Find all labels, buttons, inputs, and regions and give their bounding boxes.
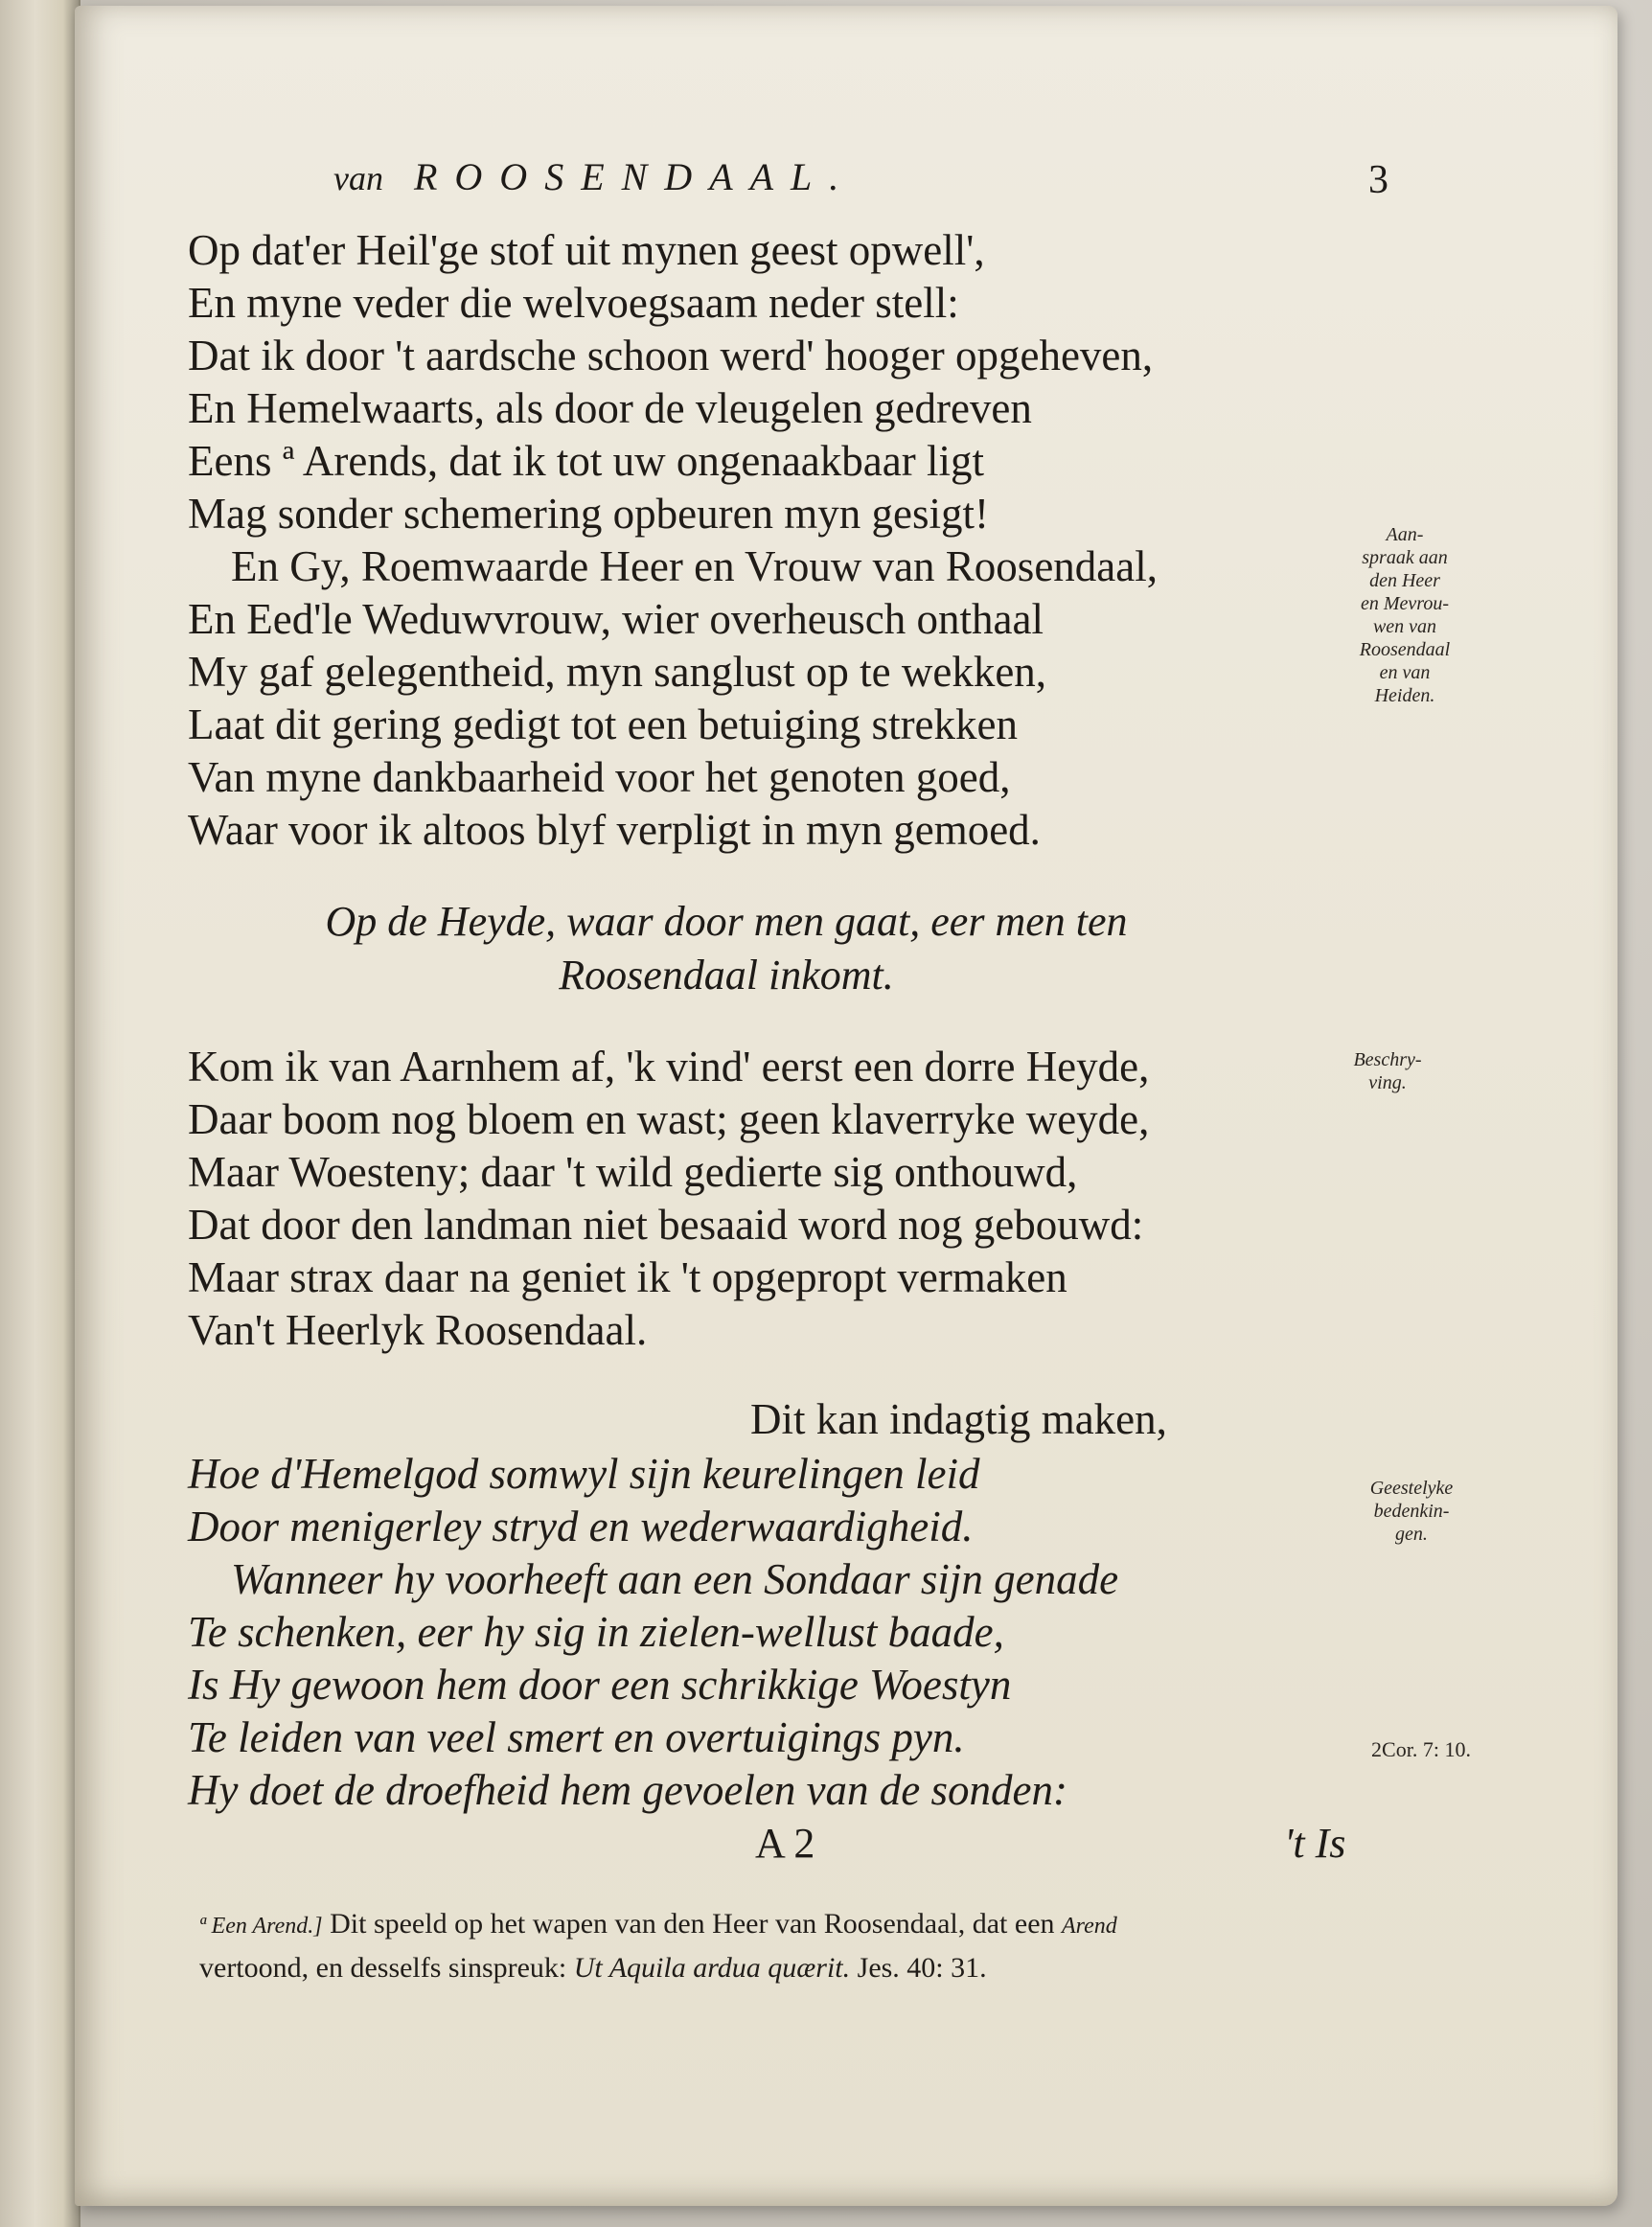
verse-line: Wanneer hy voorheeft aan een Sondaar sijn genade [231, 1555, 1119, 1603]
verse-line: Op dat'er Heil'ge stof uit mynen geest opwell', [188, 226, 985, 274]
verse-line: Laat dit gering gedigt tot een betuiging strekken [188, 700, 1019, 748]
margin-note-line: Roosendaal [1359, 639, 1451, 660]
verse-line: En myne veder die welvoegsaam neder stell: [188, 279, 959, 327]
header-title: ROOSENDAAL. [413, 155, 857, 198]
verse-line: Te leiden van veel smert en overtuigings pyn. [188, 1713, 965, 1761]
verse-line: Hoe d'Hemelgod somwyl sijn keurelingen leid [188, 1450, 980, 1498]
verse-line: Van myne dankbaarheid voor het genoten goed, [188, 753, 1011, 801]
margin-note-line: bedenkin- [1373, 1501, 1450, 1522]
verse-line: Door menigerley stryd en wederwaardigheid. [188, 1503, 974, 1550]
footnote-line-2 [199, 1947, 1426, 1989]
section-title-line: Op de Heyde, waar door men gaat, eer men ten [325, 898, 1128, 945]
catchword: 't Is [1284, 1820, 1346, 1867]
margin-note-line: Beschry- [1353, 1049, 1422, 1070]
footnote-reference: Jes. 40: 31. [857, 1952, 987, 1984]
margin-note-line: spraak aan [1362, 547, 1448, 568]
verse-line: Kom ik van Aarnhem af, 'k vind' eerst een dorre Heyde, [188, 1043, 1150, 1091]
verse-line: En Gy, Roemwaarde Heer en Vrouw van Roosendaal, [231, 542, 1158, 590]
footnote [199, 1903, 1426, 1989]
verse-line-continued: Dit kan indagtig maken, [750, 1395, 1167, 1443]
verse-line: Mag sonder schemering opbeuren myn gesigt! [188, 490, 990, 538]
verse-line: En Eed'le Weduwvrouw, wier overheusch onthaal [188, 595, 1044, 643]
margin-note-line: den Heer [1369, 570, 1440, 591]
stanza-1 [188, 224, 1434, 857]
verse-line: Is Hy gewoon hem door een schrikkige Woestyn [188, 1661, 1012, 1709]
verse-line: My gaf gelegentheid, myn sanglust op te wekken, [188, 648, 1047, 696]
verse-line: Daar boom nog bloem en wast; geen klaverryke weyde, [188, 1095, 1150, 1143]
margin-note-reference: 2Cor. 7: 10. [1371, 1737, 1471, 1761]
footnote-line-1 [199, 1903, 1426, 1947]
margin-note-line: gen. [1395, 1524, 1428, 1545]
margin-note-line: Aan- [1386, 524, 1424, 545]
margin-note-line: ving. [1368, 1072, 1407, 1093]
stanza-2 [188, 1041, 1434, 1357]
verse-line: Hy doet de droefheid hem gevoelen van de sonden: [188, 1766, 1067, 1814]
margin-note-reflections [1340, 1477, 1483, 1546]
margin-note-address [1338, 523, 1472, 707]
footnote-text-italic: Arend [1062, 1914, 1117, 1939]
stanza-3 [188, 1448, 1434, 1817]
footnote-marker: ª Een Arend.] [199, 1914, 323, 1939]
footnote-text: Dit speeld op het wapen van den Heer van Roosendaal, dat een [330, 1908, 1055, 1940]
section-title-line: Roosendaal inkomt. [559, 952, 894, 999]
margin-note-line: wen van [1372, 616, 1437, 637]
verse-line: Eens ª Arends, dat ik tot uw ongenaakbaar ligt [188, 437, 984, 485]
verse-line: Waar voor ik altoos blyf verpligt in myn gemoed. [188, 806, 1041, 854]
running-header [333, 154, 856, 199]
verse-line: Te schenken, eer hy sig in zielen-wellust baade, [188, 1608, 1004, 1656]
verse-line: Maar strax daar na geniet ik 't opgepropt vermaken [188, 1253, 1067, 1301]
margin-note-line: Geestelyke [1369, 1478, 1454, 1499]
verse-line: Dat ik door 't aardsche schoon werd' hooger opgeheven, [188, 332, 1154, 379]
book-page [75, 6, 1618, 2206]
signature-mark: A 2 [755, 1820, 815, 1867]
section-title [199, 895, 1253, 1002]
verse-line: En Hemelwaarts, als door de vleugelen gedreven [188, 384, 1032, 432]
margin-note-description [1340, 1048, 1435, 1094]
footnote-latin: Ut Aquila ardua quærit. [573, 1952, 851, 1984]
header-prefix: van [333, 159, 383, 197]
verse-line: Van't Heerlyk Roosendaal. [188, 1306, 648, 1354]
margin-note-line: Heiden. [1374, 685, 1435, 706]
margin-note-line: en Mevrou- [1361, 593, 1449, 614]
footnote-text: vertoond, en desselfs sinspreuk: [199, 1952, 567, 1984]
verse-line: Maar Woesteny; daar 't wild gedierte sig onthouwd, [188, 1148, 1078, 1196]
margin-note-line: en van [1379, 662, 1431, 683]
verse-line: Dat door den landman niet besaaid word nog gebouwd: [188, 1201, 1144, 1249]
facing-page-edge [0, 0, 80, 2227]
page-number: 3 [1368, 158, 1388, 202]
